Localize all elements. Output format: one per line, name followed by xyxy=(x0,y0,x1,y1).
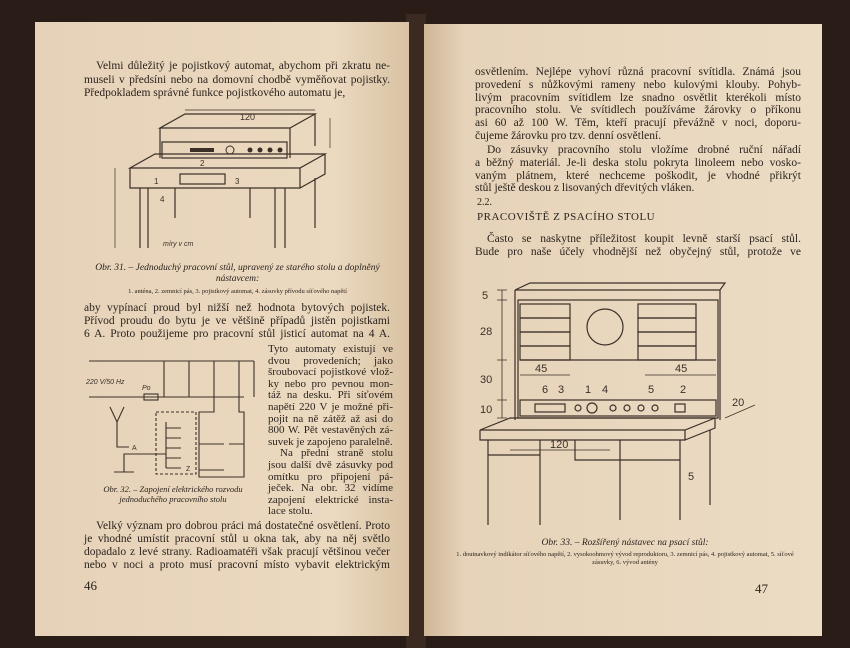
fig31-label-4: 4 xyxy=(160,195,165,204)
page-number: 46 xyxy=(84,578,97,593)
section-number: 2.2. xyxy=(477,197,492,208)
fig33-dim-30: 30 xyxy=(480,374,493,386)
text-line: vaným plátnem, které nechceme poškodit, je vhodné přikrýt xyxy=(475,169,801,182)
fig33-label-1: 1 xyxy=(585,384,592,396)
text-line: ječek. Na obr. 32 vidíme xyxy=(268,482,393,495)
text-line: jsou další dvě zásuvky pod xyxy=(268,458,393,471)
text-line: Bude pro naše účely vhodnější než obyčejný stůl, protože ve xyxy=(475,245,801,258)
fig31-label-1: 1 xyxy=(154,177,159,186)
fig33-dim-10: 10 xyxy=(480,404,493,416)
figure-33-caption: Obr. 33. – Rozšířený nástavec na psací stůl: xyxy=(541,538,709,548)
fig33-dim-20: 20 xyxy=(732,397,745,409)
paragraph xyxy=(475,66,801,143)
text-line: napětí 220 V je možné při- xyxy=(268,400,393,413)
text-line: ky nebo pro pevnou mon- xyxy=(268,377,393,390)
text-line: aby vypínací proud byl nižší než hodnota bytových pojistek. xyxy=(84,302,390,314)
paragraph xyxy=(268,344,393,518)
text-line: šroubovací pojistkové vlož- xyxy=(268,366,393,379)
fig31-label-3: 3 xyxy=(235,177,240,186)
fig33-dim-120: 120 xyxy=(550,439,569,451)
text-line: dopadalo z levé strany. Radioamatéři však pracují většinou večer xyxy=(84,546,390,558)
text-line: Do zásuvky pracovního stolu vložíme drobné ruční nářadí xyxy=(487,144,801,156)
text-line: Tyto automaty existují ve xyxy=(268,343,393,355)
text-line: 800 W. Pět vestavěných zá- xyxy=(268,424,393,437)
text-line: stůl ještě deskou z lisovaných dřevitých vláken. xyxy=(475,182,695,195)
text-line: provedení s nůžkovými rameny nebo kulovými klouby. Pohyb- xyxy=(475,78,801,91)
text-line: Předpokladem správné funkce pojistkového automatu je, xyxy=(84,87,346,99)
text-line: je vhodné umístit pracovní stůl u okna tak, aby na něj světlo xyxy=(84,533,390,545)
figure-31-workbench-drawing xyxy=(100,108,350,258)
figure-33-desk-extension-drawing xyxy=(470,280,770,530)
figure-31-legend: 1. anténa, 2. zemnicí pás, 3. pojistkový automat, 4. zásuvky přívodu síťového napětí xyxy=(128,288,347,295)
fig33-label-4: 4 xyxy=(602,384,609,396)
text-line: osvětlením. Nejlépe vyhoví různá pracovní svítidla. Známá jsou xyxy=(475,66,801,78)
paragraph xyxy=(84,60,390,101)
text-line: zapojení elektrické insta- xyxy=(268,493,393,506)
text-line: Často se naskytne příležitost koupit levně starší psací stůl. xyxy=(487,233,801,245)
fig32-ground-label: Z xyxy=(186,466,191,473)
text-line: dvou provedeních; jako xyxy=(268,354,393,367)
fig31-dim-width: 120 xyxy=(240,112,256,122)
text-line: táž na desku. Při síťovém xyxy=(268,389,393,402)
text-line: lace stolu. xyxy=(268,505,313,518)
text-line: museli v předsíni nebo na domovní chodbě vyměňovat pojistky. xyxy=(84,73,390,86)
text-line: a běžný materiál. Je-li deska stolu pokryta linoleem nebo vosko- xyxy=(475,156,801,169)
paragraph xyxy=(475,233,801,259)
text-line: Na přední straně stolu xyxy=(280,447,393,460)
text-line: omítku pro připojení pá- xyxy=(268,470,393,483)
fig33-label-3: 3 xyxy=(558,384,565,396)
text-line: nebo v noci a proto musí pracovní místo vybavit elektrickým xyxy=(84,559,390,571)
book-gutter xyxy=(406,14,426,648)
figure-32-wiring-diagram xyxy=(84,352,264,480)
fig32-antenna-label: A xyxy=(132,445,137,452)
paragraph xyxy=(84,302,390,341)
fig32-fuse-label: Po xyxy=(142,385,151,392)
text-line: asi 60 až 100 W. Těm, kteří pracují převážně v noci, doporu- xyxy=(475,117,801,130)
fig32-voltage-label: 220 V/50 Hz xyxy=(86,379,125,386)
fig33-dim-5: 5 xyxy=(482,290,489,302)
fig33-label-5-drawer: 5 xyxy=(688,471,695,483)
text-line: pojit na ně zátěž až asi do xyxy=(268,412,393,425)
section-title: PRACOVIŠTĚ Z PSACÍHO STOLU xyxy=(477,211,656,223)
text-line: Velmi důležitý je pojistkový automat, abychom při zkratu ne- xyxy=(96,60,390,72)
figure-33-legend: 1. doutnavkový indikátor síťového napětí, 2. vysokoohmový vývod reproduktoru, 3. zemnicí pás, 4. pojistkový automat, 5. síťové zásuvky, 6. vývod antény xyxy=(456,551,794,566)
fig31-units: míry v cm xyxy=(163,241,194,248)
text-line: suvek je zapojeno paralelně. xyxy=(268,435,393,448)
figure-32-caption: Obr. 32. – Zapojení elektrického rozvodu jednoduchého pracovního stolu xyxy=(103,484,243,504)
page-number: 47 xyxy=(755,581,768,596)
text-line: Velký význam pro dobrou práci má dostatečné osvětlení. Proto xyxy=(96,520,390,532)
fig33-dim-45-right: 45 xyxy=(675,363,688,375)
text-line: livým pracovním svítidlem lze snadno osvětlit kterékoli místo xyxy=(475,91,801,104)
text-line: pracovního stolu. Ve svítidlech používáme žárovky o příkonu xyxy=(475,104,801,117)
figure-31-caption: Obr. 31. – Jednoduchý pracovní stůl, upravený ze starého stolu a doplněný nástavcem: xyxy=(95,263,380,284)
fig33-dim-28: 28 xyxy=(480,326,493,338)
fig33-label-5: 5 xyxy=(648,384,655,396)
fig33-dim-45-left: 45 xyxy=(535,363,548,375)
fig33-label-6: 6 xyxy=(542,384,549,396)
paragraph xyxy=(84,520,390,572)
fig33-label-2: 2 xyxy=(680,384,687,396)
fig31-label-2: 2 xyxy=(200,159,205,168)
text-line: Přívod proudu do bytu je ve většině případů jistěn pojistkami xyxy=(84,315,390,327)
text-line: čujeme žárovku pro tzv. denní osvětlení. xyxy=(475,129,662,142)
paragraph xyxy=(475,144,801,195)
text-line: 6 A. Proto použijeme pro pracovní stůl jisticí automat na 4 A. xyxy=(84,328,390,340)
